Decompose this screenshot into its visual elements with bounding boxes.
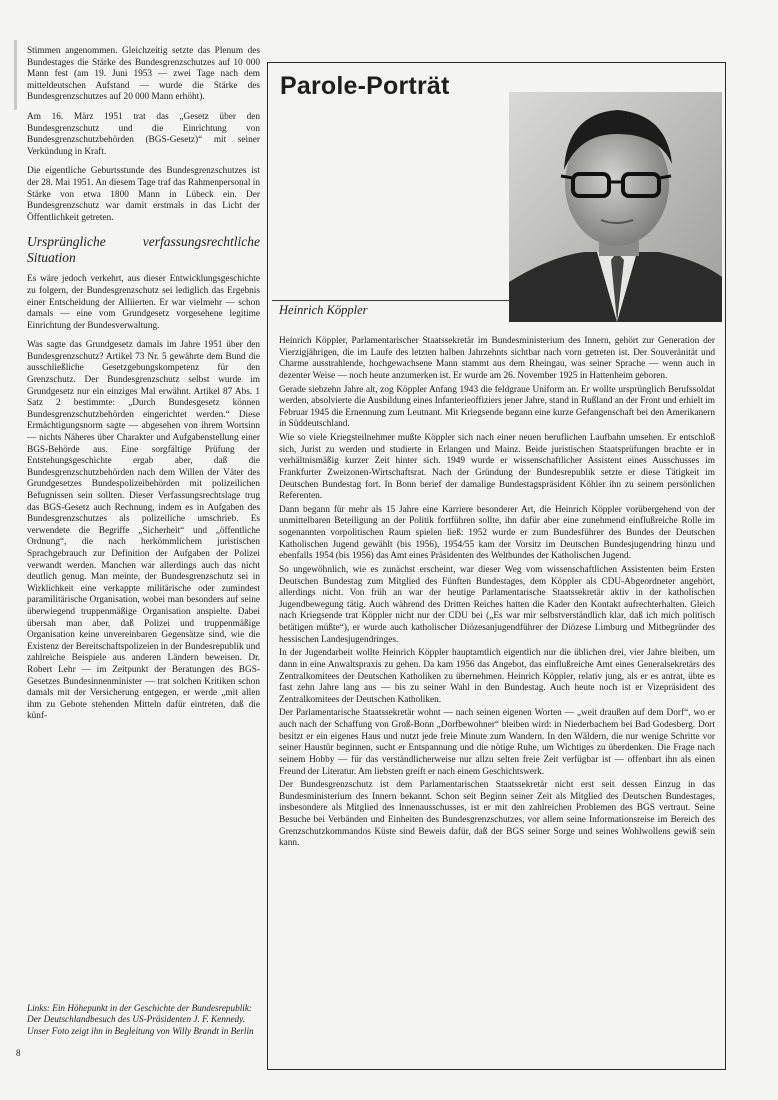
paragraph: Die eigentliche Geburtsstunde des Bundesgrenzschutzes ist der 28. Mai 1951. An diesem Tage traf das Rahmenpersonal in Stärke von etwa 1800 Mann in Lübeck ein. Der Bundesgrenzschutz war damit erstmals in das Licht der Öffentlichkeit getreten. bbox=[27, 166, 260, 223]
portrait-text bbox=[279, 336, 715, 852]
page-crease bbox=[14, 40, 17, 110]
paragraph: So ungewöhnlich, wie es zunächst erscheint, war dieser Weg vom wissenschaftlichen Assistenten beim Ersten Deutschen Bundestag zum Mitglied des Fünften Bundestages, dem Köppler als CDU-Abgeordneter angehört, allerdings nicht. Von früh an war der heutige Parlamentarische Staatssekretär aktiv in der katholischen Jugendbewegung tätig. Auch während des Dritten Reiches hatten die Kader den Kontakt aufrechterhalten. Gleich nach Kriegsende trat Köppler nicht nur der CDU bei („Es war mir selbstverständlich klar, daß ich mich politisch betätigen müßte“), er wurde auch katholischer Diözesanjugendführer der Diözese Limburg und Mitbegründer des hessischen Landesjugendringes. bbox=[279, 564, 715, 645]
paragraph: Der Bundesgrenzschutz ist dem Parlamentarischen Staatssekretär nicht erst seit dessen Einzug in das Bundesministerium des Innern bekannt. Schon seit Beginn seiner Zeit als Mitglied des Deutschen Bundestages, insbesondere als Mitglied des Innenausschusses, ist er mit den zahlreichen Problemen des BGS vertraut. Seine Besuche bei Verbänden und Einheiten des Bundesgrenzschutzes, vor allem seine Informationsreise im Bereich des Grenzschutzkommandos Küste sind Beweis dafür, daß der BGS seiner Sorge und seines Wohlwollens gewiß sein kann. bbox=[279, 780, 715, 849]
section-subheading: Ursprüngliche verfassungsrechtliche Situation bbox=[27, 234, 260, 266]
page-number: 8 bbox=[16, 1048, 21, 1058]
photo-underline bbox=[272, 300, 509, 301]
paragraph: Am 16. März 1951 trat das „Gesetz über den Bundesgrenzschutz und die Einrichtung von Bundesgrenzschutzbehörden (BGS-Gesetz)“ mit seiner Verkündung in Kraft. bbox=[27, 111, 260, 157]
paragraph: In der Jugendarbeit wollte Heinrich Köppler hauptamtlich eigentlich nur die üblichen drei, vier Jahre bleiben, um dann in eine Anwaltspraxis zu gehen. Da kam 1956 das Angebot, das einflußreiche Amt eines Generalsekretärs des Zentralkomitees der Deutschen Katholiken zu übernehmen. Heinrich Köppler, relativ jung, als er es antrat, übte es fast zehn Jahre lang aus — bis zu seiner Wahl in den Bundestag. Auch heute noch ist er Vizepräsident des Zentralkomitees der Deutschen Katholiken. bbox=[279, 648, 715, 705]
portrait-title: Parole-Porträt bbox=[280, 72, 450, 100]
paragraph: Der Parlamentarische Staatssekretär wohnt — nach seinen eigenen Worten — „weit draußen auf dem Dorf“, wo er auch nach der Schaffung von Groß-Bonn „Dorfbewohner“ bleiben wird: in Niederbachem bei Bad Godesberg. Dort besitzt er ein eigenes Haus und nutzt jede freie Minute zum Wandern. In den Wäldern, die nur wenige Schritte vor seiner Haustür beginnen, sucht er Entspannung und die nötige Ruhe, um Wichtiges zu überdenken. Die Frage nach seinem Hobby — für das verständlicherweise nur allzu selten freie Zeit verfügbar ist — offenbart ihn als einen Freund der Literatur. Am liebsten greift er nach einem Geschichtswerk. bbox=[279, 708, 715, 777]
left-column bbox=[27, 46, 260, 731]
paragraph: Stimmen angenommen. Gleichzeitig setzte das Plenum des Bundestages die Stärke des Bundesgrenzschutzes auf 10 000 Mann fest (am 19. Juni 1953 — zwei Tage nach dem mitteldeutschen Aufstand — wurde die Stärke des Bundesgrenzschutzes auf 20 000 Mann erhöht). bbox=[27, 46, 260, 103]
paragraph: Heinrich Köppler, Parlamentarischer Staatssekretär im Bundesministerium des Innern, gehört zur Generation der Vierzigjährigen, die im Laufe des letzten halben Jahrzehnts sichtbar nach vorn getreten ist. Der Souveränität und Charme ausstrahlende, hochgewachsene Mann stammt aus dem Rheingau, was seiner Sprache — wenn auch in dezenter Weise — noch heute anzumerken ist. Er wurde am 26. November 1925 in Hattenheim geboren. bbox=[279, 336, 715, 381]
portrait-photo-illustration bbox=[509, 92, 722, 322]
portrait-name: Heinrich Köppler bbox=[279, 303, 368, 317]
photo-caption: Links: Ein Höhepunkt in der Geschichte der Bundesrepublik: Der Deutschlandbesuch des US-Präsidenten J. F. Kennedy. Unser Foto zeigt ihn in Begleitung von Willy Brandt in Berlin bbox=[27, 1003, 254, 1036]
paragraph: Wie so viele Kriegsteilnehmer mußte Köppler sich nach einer neuen beruflichen Laufbahn umsehen. Er entschloß sich, Jurist zu werden und studierte in Erlangen und Mainz. Beide juristischen Staatsprüfungen brachte er in verhältnismäßig kurzer Zeit hinter sich. 1949 wurde er wissenschaftlicher Assistent eines Ausschusses im Frankfurter Zweizonen-Wirtschaftsrat. Nach der Gründung der Bundesrepublik setzte er diese Tätigkeit im Deutschen Bundestag fort. In Bonn berief der damalige Bundestagspräsident Köhler ihn zu seinem persönlichen Referenten. bbox=[279, 433, 715, 502]
paragraph: Es wäre jedoch verkehrt, aus dieser Entwicklungsgeschichte zu folgern, der Bundesgrenzschutz sei lediglich das Ergebnis einer Entscheidung der Alliierten. Er war vielmehr — schon damals — eine vom Grundgesetz vorgesehene legitime Einrichtung der Bundesverwaltung. bbox=[27, 274, 260, 331]
paragraph: Gerade siebzehn Jahre alt, zog Köppler Anfang 1943 die feldgraue Uniform an. Er wollte ursprünglich Berufssoldat werden, absolvierte die Ausbildung eines Infanterieoffiziers jener Jahre, stand in Rußland an der Front und erhielt im Februar 1945 die Ernennung zum Leutnant. Mit Kriegsende begann eine kurze Gefangenschaft bei den Amerikanern in Süddeutschland. bbox=[279, 384, 715, 430]
paragraph: Was sagte das Grundgesetz damals im Jahre 1951 über den Bundesgrenzschutz? Artikel 73 Nr. 5 gewährte dem Bund die ausschließliche Gesetzgebungskompetenz für den Grenzschutz. Der Bundesgrenzschutz selbst wurde im Grundgesetz nur ein einziges Mal erwähnt. Artikel 87 Abs. 1 Satz 2 bestimmte: „Durch Bundesgesetz können Bundesgrenzschutzbehörden eingerichtet werden.“ Diese Ermächtigungsnorm sagte — abgesehen von ihrem Wortsinn — nichts Näheres über Charakter und Aufgabenstellung einer BGS-Behörde aus. Eine sorgfältige Prüfung der Entstehungsgeschichte ergab aber, daß die Bundesgrenzschutzbehörden nach dem Willen der Väter des Grundgesetzes Bundespolizeibehörden mit polizeilichen Befugnissen sein sollten. Dieser Verfassungsrechtslage trug das BGS-Gesetz auch Rechnung, indem es in Aufgaben des Bundesgrenzschutzes als polizeiliche umschrieb. Es verwendete die Begriffe „Sicherheit“ und „öffentliche Ordnung“, die nach herkömmlichem juristischen Sprachgebrauch zur Definition der Aufgaben der Polizei verwandt werden. Manchen war allerdings auch das nicht deutlich genug. Man meinte, der Bundesgrenzschutz sei in Wirklichkeit eine verkappte militärische oder zumindest paramilitärische Organisation, wobei man besonders auf seine überwiegend truppenmäßige Organisation anspielte. Dabei übersah man aber, daß Polizei und truppenmäßige Organisation keine unvereinbaren Gegensätze sind, wie die Existenz der Bereitschaftspolizeien in der Bundesrepublik und zahlreiche Beispiele aus anderen Ländern beweisen. Dr. Robert Lehr — im Zeitpunkt der Beratungen des BGS-Gesetzes Bundesinnenminister — trat solchen Kritiken schon damals mit der Versicherung entgegen, er werde „mit allen ihm zu Gebote stehenden Mitteln dafür eintreten, daß die künf- bbox=[27, 340, 260, 722]
paragraph: Dann begann für mehr als 15 Jahre eine Karriere besonderer Art, die Heinrich Köppler vorübergehend von der unmittelbaren Beteiligung an der Politik fortführen sollte, ihn dafür aber eine zunehmend einflußreiche Rolle im sogenannten vorpolitischen Raum spielen ließ: 1952 wurde er zum Bundesführer des Bundes der Deutschen Katholischen Jugend gewählt (bis 1956), 1954/55 kam der Vorsitz im Deutschen Bundesjugendring hinzu und ebenfalls 1954 (bis 1956) das Amt eines Präsidenten des Weltbundes der Katholischen Jugend. bbox=[279, 504, 715, 562]
portrait-photo bbox=[509, 92, 722, 322]
